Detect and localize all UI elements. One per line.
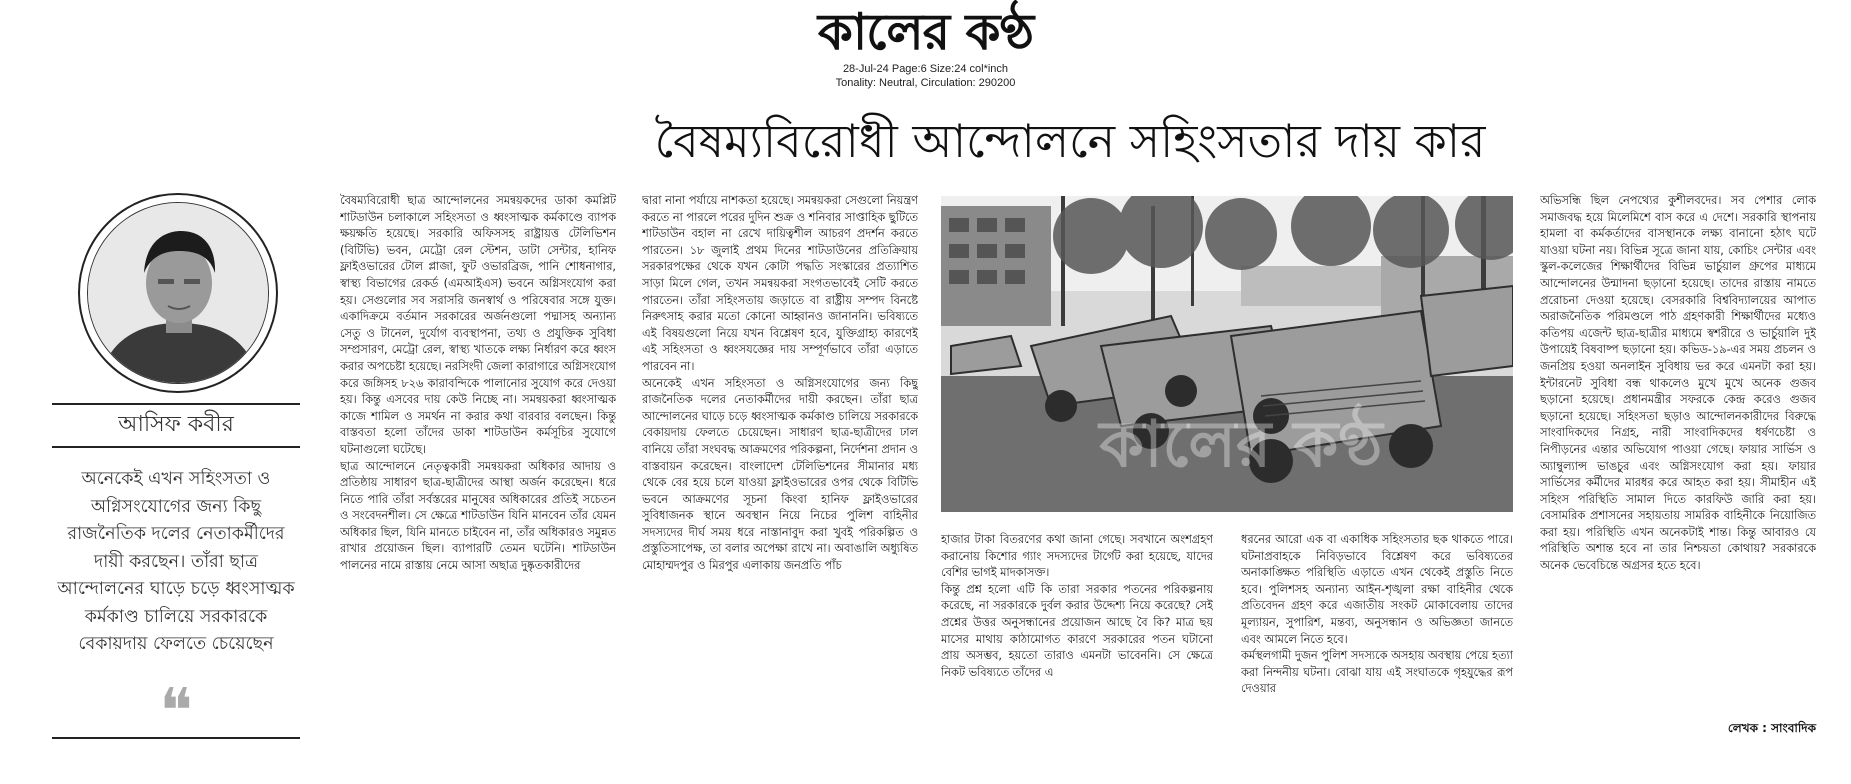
article-headline: বৈষম্যবিরোধী আন্দোলনে সহিংসতার দায় কার [654,114,1486,168]
pull-quote: অনেকেই এখন সহিংসতা ও অগ্নিসংযোগের জন্য কিছু রাজনৈতিক দলের নেতাকর্মীদের দায়ী করছেন। তাঁরা ছাত্র আন্দোলনের ঘাড়ে চড়ে ধ্বংসাত্মক কর্মকাণ্ড চালিয়ে সরকারকে বেকায়দায় ফেলতে চেয়েছেন [57,469,295,654]
body-paragraph: বৈষম্যবিরোধী ছাত্র আন্দোলনের সমন্বয়কদের ডাকা কমপ্লিট শাটডাউন চলাকালে সহিংসতা ও ধ্বংসাত্মক কর্মকাণ্ডে ব্যাপক ক্ষয়ক্ষতি হয়েছে। সরকারি অফিসসহ রাষ্ট্রায়ত্ত টেলিভিশন (বিটিভি) ভবন, মেট্রো রেল স্টেশন, ডাটা সেন্টার, হানিফ ফ্লাইওভারের টোল প্লাজা, ফুট ওভারব্রিজ, পানি শোধনাগার, স্বাস্থ্য বিভাগের রেকর্ড (এমআইএস) ভবনে অগ্নিসংযোগ করা হয়। সেগুলোর সব সরাসরি জনস্বার্থ ও পরিষেবার সঙ্গে যুক্ত। একাদিক্রমে বর্তমান সরকারের অর্জনগুলো পদ্মাসহ অন্যান্য সেতু ও টানেল, দুর্যোগ ব্যবস্থাপনা, তথ্য ও প্রযুক্তিক সুবিধা সম্প্রসারণ, মেট্রো রেল, স্বাস্থ্য খাতকে লক্ষ্য নির্ধারণ করে ধ্বংস করার অপচেষ্টা হয়েছে। নরসিংদী জেলা কারাগারে অগ্নিসংযোগ করে জঙ্গিসহ ৮২৬ কারাবন্দিকে পালানোর সুযোগ করে দেওয়া হয়। কিন্তু এসবের দায় কেউ নিচ্ছে না। সমন্বয়করা ধ্বংসাত্মক কাজে শামিল ও সমর্থন না করার কথা বারবার বলছেন। কিন্তু বাস্তবতা হলো তাঁদের ডাকা শাটডাউন কর্মসূচির সুযোগে ঘটনাগুলো ঘটেছে। [340,194,616,456]
article-column-2 [642,193,918,738]
quote-mark-icon: ❝ [159,674,193,747]
person-icon [88,203,269,384]
body-paragraph: অভিসন্ধি ছিল নেপথ্যের কুশীলবদের। সব পেশার লোক সমাজবদ্ধ হয়ে মিলেমিশে বাস করে এ দেশে। সরকারি স্থাপনায় হামলা বা কর্মকর্তাদের বাসস্থানকে লক্ষ্য বানানো হঠাৎ ঘটে যাওয়া ঘটনা নয়। বিভিন্ন সূত্রে জানা যায়, কোচিং সেন্টার এবং স্কুল-কলেজের শিক্ষার্থীদের বিভিন্ন ভার্চুয়াল গ্রুপের মাধ্যমে আন্দোলনের উন্মাদনা ছড়ানো হয়েছে। তাদের রাস্তায় নামতে প্ররোচনা দেওয়া হয়েছে। বেসরকারি বিশ্ববিদ্যালয়ের আপাত অরাজনৈতিক পরিমণ্ডলে পাঠ গ্রহণকারী শিক্ষার্থীদের মধ্যেও কতিপয় এজেন্ট ছাত্র-ছাত্রীর মাধ্যমে স্বশরীরে ও ভার্চুয়ালি দুই উপায়েই বিষবাষ্প ছড়ানো হয়। কভিড-১৯-এর সময় প্রচলন ও জনপ্রিয় হওয়া অনলাইন সুবিধায় ভর করে এমনটা করা হয়। ইন্টারনেট সুবিধা বন্ধ থাকলেও মুখে মুখে অনেক গুজব ছড়ানো হয়েছে। প্রধানমন্ত্রীর সফরকে কেন্দ্র করেও গুজব ছড়ানো হয়েছে। সহিংসতা ছড়াও আন্দোলনকারীদের বিরুদ্ধে সাংবাদিকদের নিগ্রহ, নারী সাংবাদিকদের ধর্ষণচেষ্টা ও নিপীড়নের এন্তার অভিযোগ পাওয়া গেছে। ফায়ার সার্ভিস ও অ্যাম্বুল্যান্স ভাঙচুর এবং অগ্নিসংযোগ করা হয়। ফায়ার সার্ভিসের কর্মীদের মারধর করে আহত করা হয়। সীমাহীন এই সহিংস পরিস্থিতি সামাল দিতে কারফিউ জারি করা হয়। বেসামরিক প্রশাসনের সহায়তায় সামরিক বাহিনীকে নিয়োজিত করা হয়। পরিস্থিতি এখন অনেকটাই শান্ত। কিন্তু আবারও যে পরিস্থিতি অশান্ত হবে না তার নিশ্চয়তা কোথায়? সরকারকে অনেক ভেবেচিন্তে অগ্রসর হতে হবে। [1540,194,1816,573]
clip-meta-line2: Tonality: Neutral, Circulation: 290200 [835,77,1016,89]
masthead-logo: কালের কণ্ঠ [817,3,1034,61]
body-paragraph: হাজার টাকা বিতরণের কথা জানা গেছে। সবখানে অংশগ্রহণ করানোয় কিশোর গ্যাং সদস্যদের টার্গেট করা হয়েছে, যাদের বেশির ভাগই মাদকাসক্ত। [941,533,1213,580]
body-paragraph: অনেকেই এখন সহিংসতা ও অগ্নিসংযোগের জন্য কিছু রাজনৈতিক দলের নেতাকর্মীদের দায়ী করছেন। তাঁরা ছাত্র আন্দোলনের ঘাড়ে চড়ে ধ্বংসাত্মক কর্মকাণ্ড চালিয়ে সরকারকে বেকায়দায় ফেলতে চেয়েছেন। সাধারণ ছাত্র-ছাত্রীদের ঢাল বানিয়ে তাঁরা সংঘবদ্ধ আক্রমণের পরিকল্পনা, নির্দেশনা প্রদান ও বাস্তবায়ন করেছেন। বাংলাদেশ টেলিভিশনের সীমানার মধ্য থেকে বের হয়ে চলে যাওয়া ফ্লাইওভারের ওপর থেকে বিটিভি ভবনে আক্রমণের সূচনা কিংবা হানিফ ফ্লাইওভারের সুবিধাজনক স্থানে অবস্থান নিয়ে নিচের পুলিশ বাহিনীর সদস্যদের দীর্ঘ সময় ধরে নাস্তানাবুদ করা খুবই পরিকল্পিত ও প্রস্তুতিসাপেক্ষ, তা বলার অপেক্ষা রাখে না। অবাঙালি অধ্যুষিত মোহাম্মদপুর ও মিরপুর এলাকায় জনপ্রতি পাঁচ [642,376,918,573]
author-name: আসিফ কবীর [118,412,234,437]
body-paragraph: কিন্তু প্রশ্ন হলো এটি কি তারা সরকার পতনের পরিকল্পনায় করেছে, না সরকারকে দুর্বল করার উদ্দেশ্য নিয়ে করেছে? সেই প্রশ্নের উত্তর অনুসন্ধানের প্রয়োজন আছে বৈ কি? মাত্র ছয় মাসের মাথায় কাঠামোগত কারণে সরকারের পতন ঘটানো প্রায় অসম্ভব, হয়তো তারাও এমনটা ভাবেননি। সে ক্ষেত্রে নিকট ভবিষ্যতে তাঁদের এ [941,582,1213,679]
author-bottom-rule [52,446,300,448]
clip-meta-line1: 28-Jul-24 Page:6 Size:24 col*inch [842,63,1009,75]
body-paragraph: দ্বারা নানা পর্যায়ে নাশকতা হয়েছে। সমন্বয়করা সেগুলো নিয়ন্ত্রণ করতে না পারলে পরের দুদিন শুক্র ও শনিবার সাপ্তাহিক ছুটিতে শাটডাউন বহাল না রেখে দায়িত্বশীল আচরণ প্রদর্শন করতে পারতেন। ১৮ জুলাই প্রথম দিনের শাটডাউনের প্রতিক্রিয়ায় সরকারপক্ষের থেকে যখন কোটা পদ্ধতি সংস্কারের প্রত্যাশিত সাড়া মিলে গেল, তখন সমন্বয়করা সংগতভাবেই সেটি করতে পারতেন। তাঁরা সহিংসতায় জড়াতে বা রাষ্ট্রীয় সম্পদ বিনষ্টে নিরুৎসাহ করার মতো কোনো আহ্বানও জানাননি। ভবিষ্যতে এই বিষয়গুলো নিয়ে যখন বিশ্লেষণ হবে, যুক্তিগ্রাহ্য কারণেই এই সহিংসতা ও ধ্বংসযজ্ঞের দায় সম্পূর্ণভাবে তাঁরা এড়াতে পারবেন না। [642,194,918,373]
article-column-3 [941,532,1213,738]
pull-quote-bottom-rule [52,737,300,739]
body-paragraph: ছাত্র আন্দোলনে নেতৃত্বকারী সমন্বয়করা অধিকার আদায় ও প্রতিষ্ঠায় সাধারণ ছাত্র-ছাত্রীদের আস্থা অর্জন করেছেন। ধরে নিতে পারি তাঁরা সর্বস্তরের মানুষের অধিকারের প্রতিই সচেতন ও সংবেদনশীল। সে ক্ষেত্রে শাটডাউন যিনি মানবেন তাঁর যেমন অধিকার ছিল, যিনি মানতে চাইবেন না, তাঁর অধিকারও সমুন্নত রাখার প্রয়োজন ছিল। ব্যাপারটি তেমন ঘটেনি। শাটডাউন পালনের নামে রাস্তায় নেমে আসা অছাত্র দুষ্কৃতকারীদের [340,459,616,573]
article-byline: লেখক : সাংবাদিক [1727,721,1816,735]
author-top-rule [52,403,300,405]
body-paragraph: কর্মস্থলগামী দুজন পুলিশ সদস্যকে অসহায় অবস্থায় পেয়ে হত্যা করা নিন্দনীয় ঘটনা। বোঝা যায় এই সংঘাতকে গৃহযুদ্ধের রূপ দেওয়ার [1241,649,1513,696]
photo-watermark: কালের কণ্ঠ [1099,408,1383,482]
article-column-4 [1241,532,1513,738]
article-column-1 [340,193,616,738]
body-paragraph: ধরনের আরো এক বা একাধিক সহিংসতার ছক থাকতে পারে। ঘটনাপ্রবাহকে নিবিড়ভাবে বিশ্লেষণ করে ভবিষ্যতের অনাকাঙ্ক্ষিত পরিস্থিতি এড়াতে এখন থেকেই প্রস্তুতি নিতে হবে। পুলিশসহ অন্যান্য আইন-শৃঙ্খলা রক্ষা বাহিনীর থেকে প্রতিবেদন গ্রহণ করে এজাতীয় সংকট মোকাবেলায় তাদের মূল্যায়ন, সুপারিশ, মন্তব্য, অনুসন্ধান ও অভিজ্ঞতা জানতে এবং আমলে নিতে হবে। [1241,533,1513,646]
article-photo [941,196,1513,512]
article-column-5 [1540,193,1816,718]
author-portrait [87,202,269,384]
